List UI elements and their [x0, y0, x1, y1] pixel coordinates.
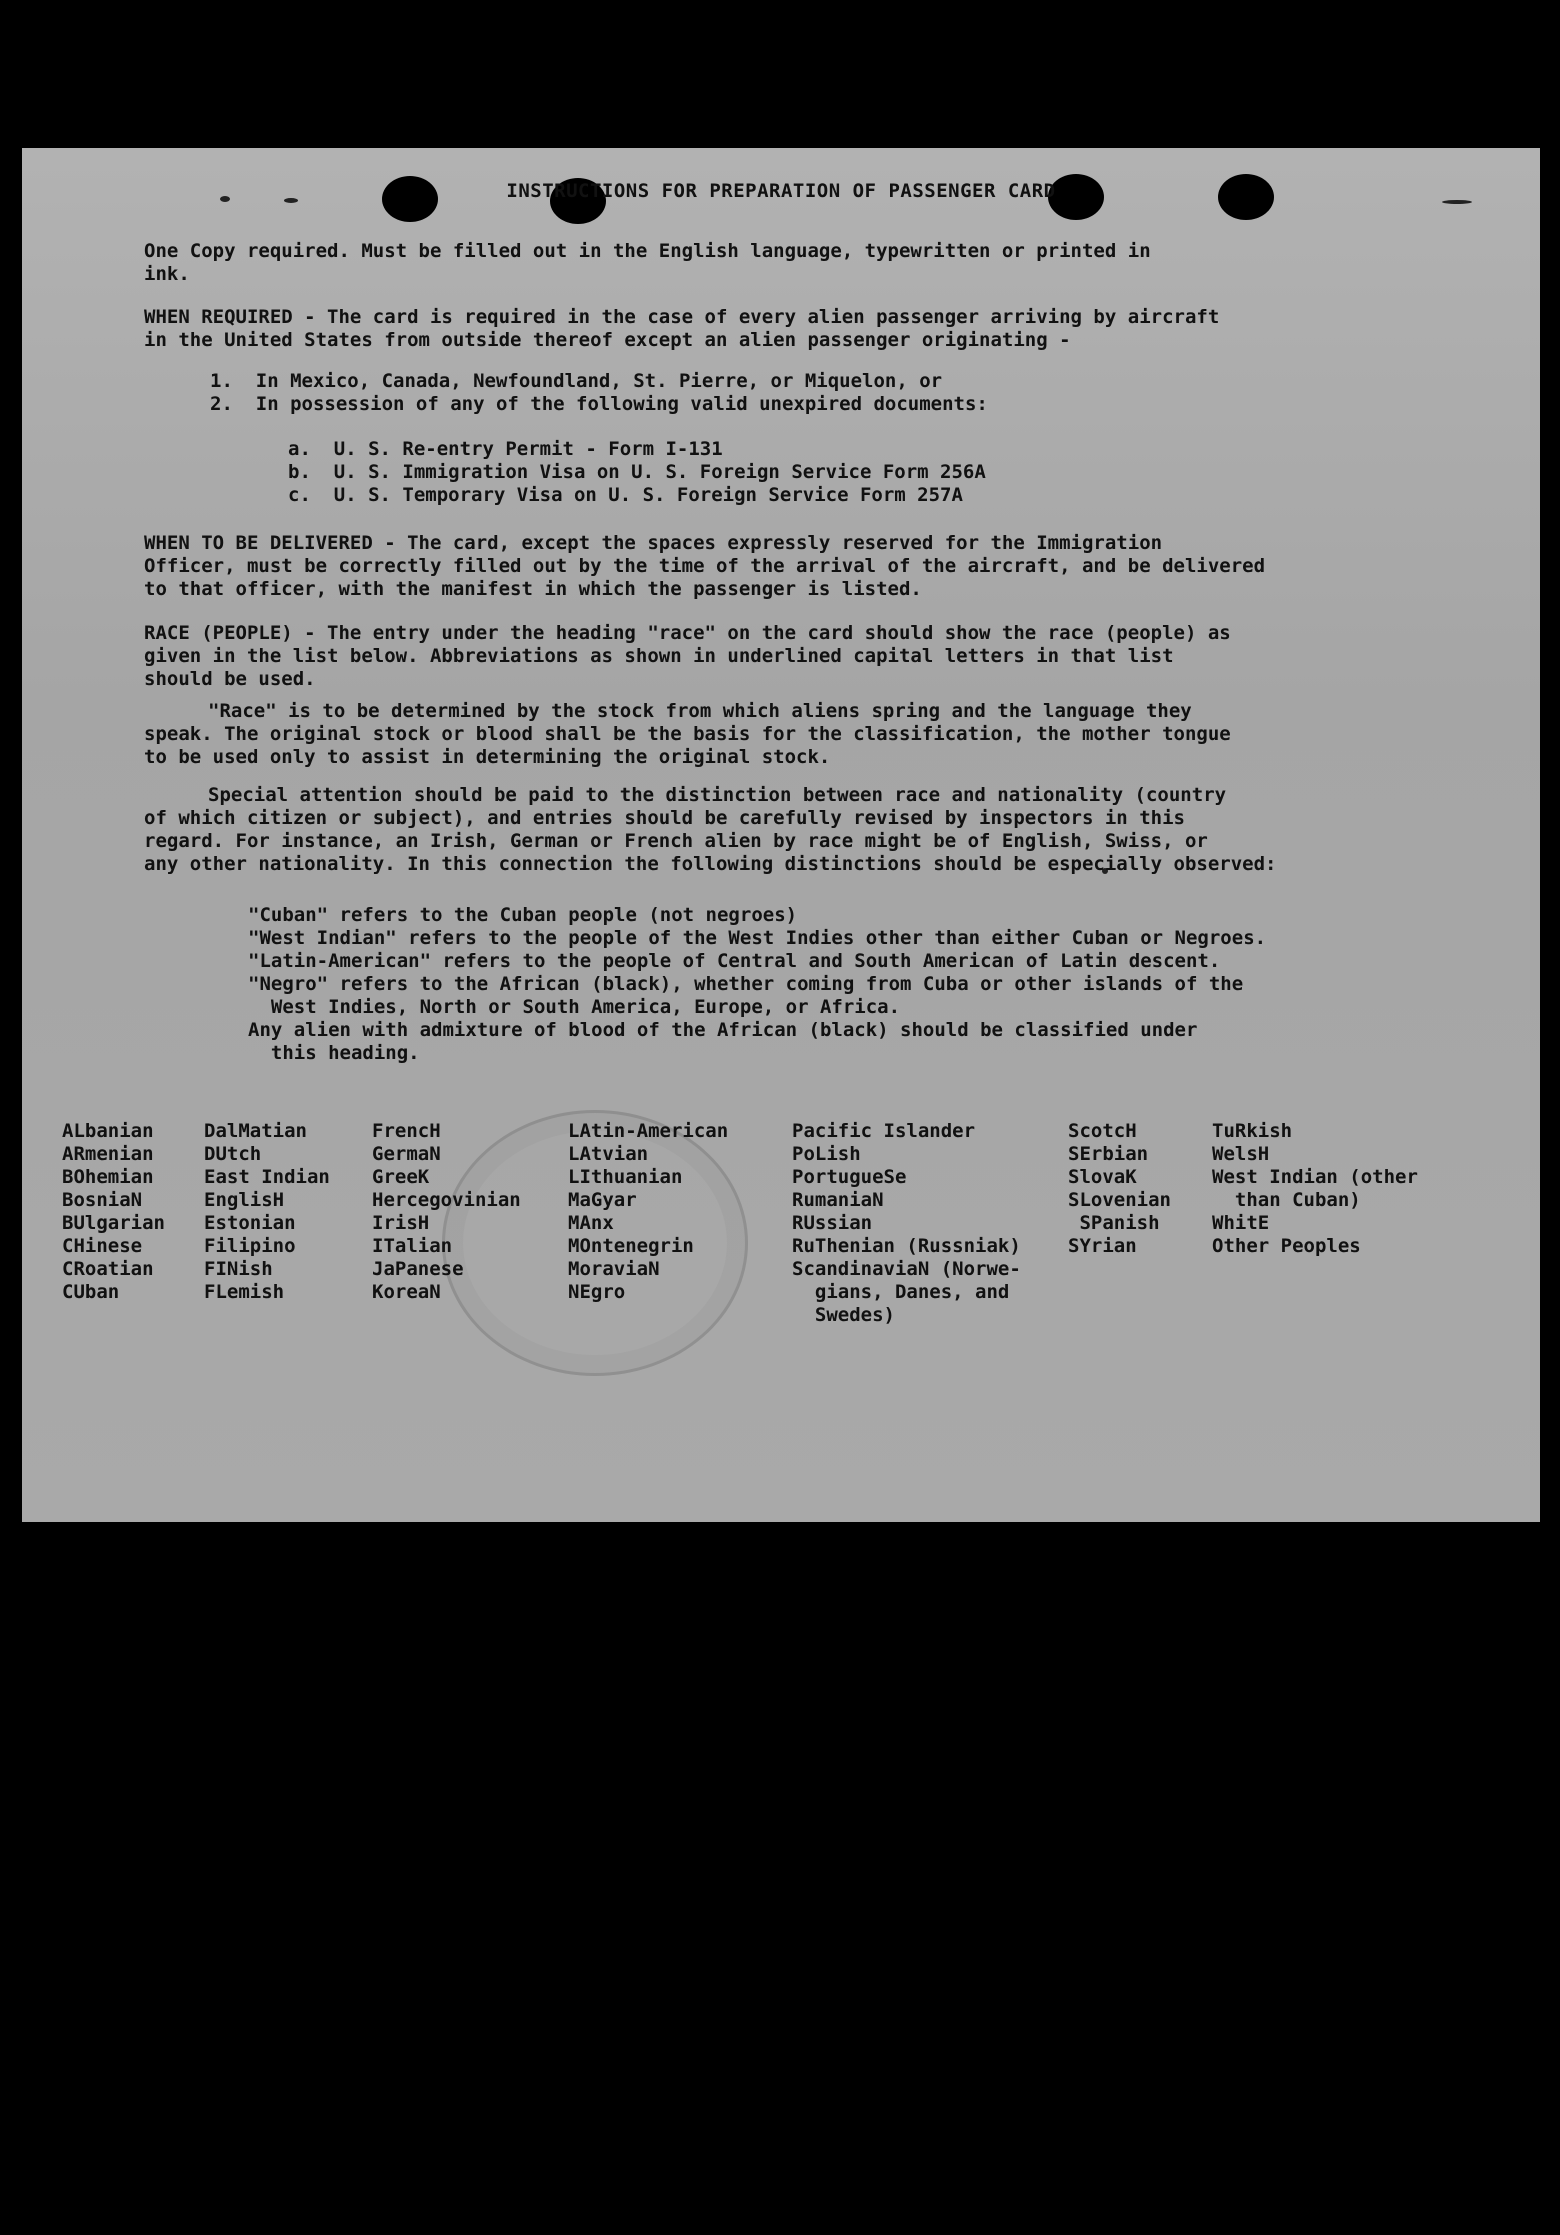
race-column: ALbanian ARmenian BOhemian BosniaN BUlgarian CHinese CRoatian CUban — [62, 1120, 165, 1303]
race-column: Pacific Islander PoLish PortugueSe RumaniaN RUssian RuThenian (Russniak) ScandinaviaN (Norwe- gians, Danes, and Swedes) — [792, 1120, 1021, 1326]
race-column: TuRkish WelsH West Indian (other than Cuban) WhitE Other Peoples — [1212, 1120, 1418, 1257]
race-column: FrencH GermaN GreeK Hercegovinian IrisH ITalian JaPanese KoreaN — [372, 1120, 521, 1303]
race-intro-paragraph: RACE (PEOPLE) - The entry under the heading "race" on the card should show the race (people) as given in the list below. Abbreviations as shown in underlined capital letters in that list should be used. — [144, 622, 1231, 690]
special-attention-paragraph: Special attention should be paid to the distinction between race and nationality (country of which citizen or subject), and entries should be carefully revised by inspectors in this regard. For instance, an Irish, German or French alien by race might be of English, Swiss, or any other nationality. In this connection the following distinctions should be especially observed: — [144, 784, 1277, 875]
document-sheet — [22, 148, 1540, 1522]
distinctions-list: "Cuban" refers to the Cuban people (not negroes) "West Indian" refers to the people of the West Indies other than either Cuban or Negroes. "Latin-American" refers to the people of Central and South American of Latin descent. "Negro" refers to the African (black), whether coming from Cuba or other islands of the West Indies, North or South America, Europe, or Africa. Any alien with admixture of blood of the African (black) should be classified under this heading. — [248, 904, 1267, 1064]
when-delivered-paragraph: WHEN TO BE DELIVERED - The card, except the spaces expressly reserved for the Immigration Officer, must be correctly filled out by the time of the arrival of the aircraft, and be delivered to that officer, with the manifest in which the passenger is listed. — [144, 532, 1266, 600]
document-list: a. U. S. Re-entry Permit - Form I-131 b. U. S. Immigration Visa on U. S. Foreign Service Form 256A c. U. S. Temporary Visa on U. S. Foreign Service Form 257A — [288, 438, 986, 506]
intro-paragraph: One Copy required. Must be filled out in the English language, typewritten or printed in ink. — [144, 240, 1151, 285]
race-column: DalMatian DUtch East Indian EnglisH Estonian Filipino FINish FLemish — [204, 1120, 330, 1303]
numbered-list: 1. In Mexico, Canada, Newfoundland, St. Pierre, or Miquelon, or 2. In possession of any of the following valid unexpired documents: — [210, 370, 988, 415]
race-list — [42, 1120, 1522, 1330]
page-title: INSTRUCTIONS FOR PREPARATION OF PASSENGER CARD — [506, 180, 1056, 202]
race-column: LAtin-American LAtvian LIthuanian MaGyar MAnx MOntenegrin MoraviaN NEgro — [568, 1120, 729, 1303]
when-required-paragraph: WHEN REQUIRED - The card is required in the case of every alien passenger arriving by aircraft in the United States from outside thereof except an alien passenger originating - — [144, 306, 1220, 351]
race-column: ScotcH SErbian SlovaK SLovenian SPanish SYrian — [1068, 1120, 1171, 1257]
race-definition-paragraph: "Race" is to be determined by the stock from which aliens spring and the language they speak. The original stock or blood shall be the basis for the classification, the mother tongue to be used only to assist in determining the original stock. — [144, 700, 1231, 768]
